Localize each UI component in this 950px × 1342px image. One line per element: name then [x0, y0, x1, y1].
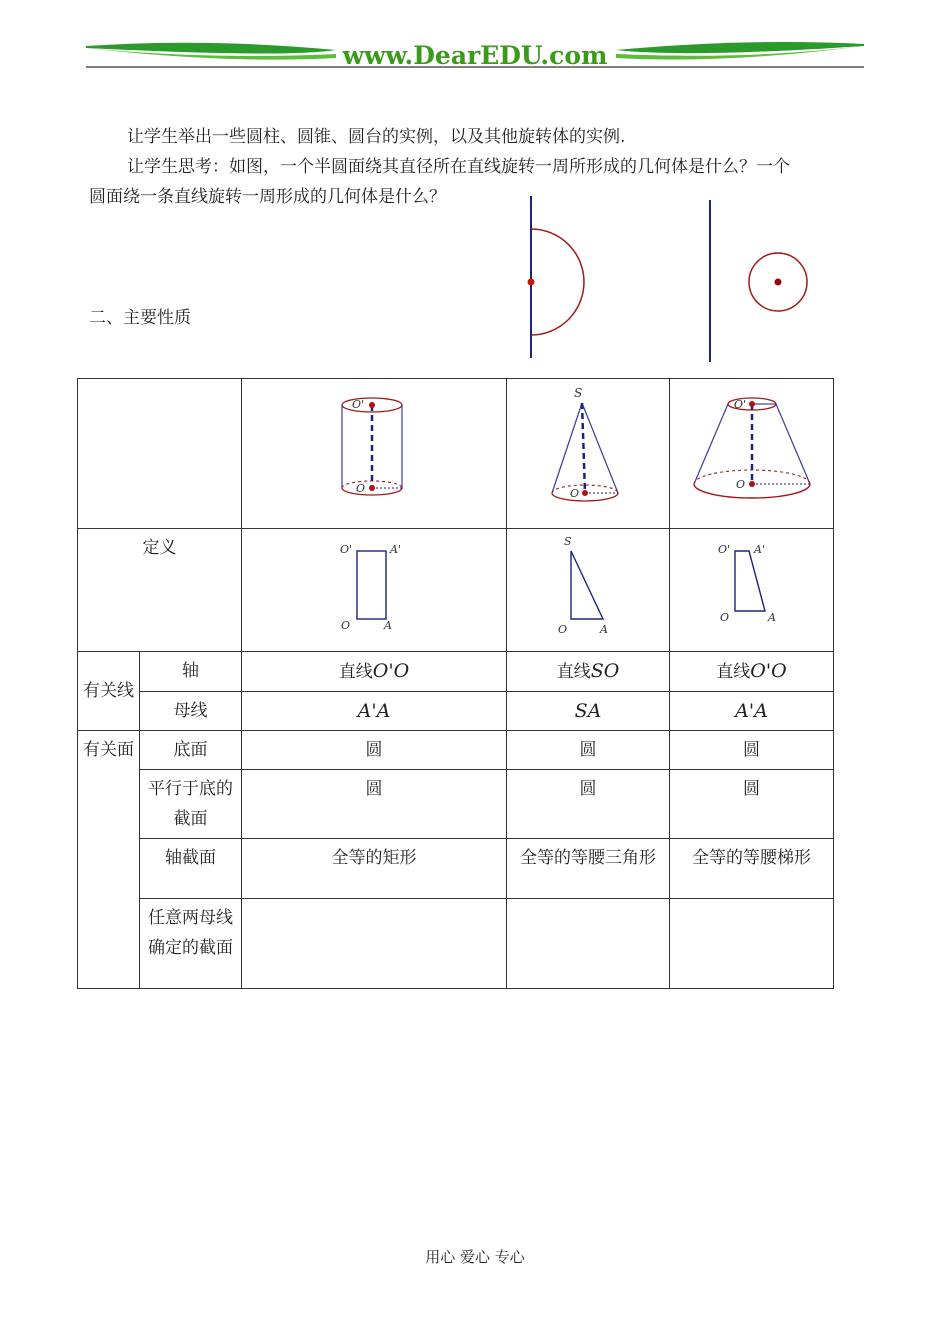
frustum-top-label: O'	[733, 397, 746, 411]
svg-text:A: A	[600, 623, 608, 636]
frustum-bottom-label: O	[735, 477, 745, 491]
axial-section-cone: 全等的等腰三角形	[507, 839, 670, 899]
svg-text:A: A	[384, 619, 392, 632]
any-two-generatrix-label: 任意两母线确定的截面	[140, 899, 242, 989]
svg-text:O: O	[558, 623, 568, 636]
semicircle-figure	[520, 196, 600, 360]
axis-cylinder: 直线O'O	[242, 652, 507, 692]
svg-text:O: O	[719, 611, 729, 624]
base-cylinder: 圆	[242, 731, 507, 770]
axial-section-cylinder: 全等的矩形	[242, 839, 507, 899]
paragraph-2: 让学生思考：如图，一个半圆面绕其直径所在直线旋转一周所形成的几何体是什么？一个	[127, 157, 790, 177]
section-title: 二、主要性质	[89, 308, 191, 328]
frustum-definition-cell	[670, 529, 834, 652]
svg-text:O': O'	[340, 543, 353, 556]
triangle-definition-icon	[548, 533, 628, 637]
group-faces-label: 有关面	[78, 731, 140, 989]
cylinder-definition-cell	[242, 529, 507, 652]
generatrix-label: 母线	[140, 692, 242, 731]
parallel-section-frustum: 圆	[670, 770, 834, 839]
generatrix-cone: SA	[507, 692, 670, 731]
cone-bottom-label: O	[570, 486, 580, 500]
axial-section-frustum: 全等的等腰梯形	[670, 839, 834, 899]
svg-text:A': A'	[753, 543, 765, 556]
cone-apex-label: S	[574, 385, 583, 400]
any-two-generatrix-frustum	[670, 899, 834, 989]
generatrix-cylinder: A'A	[242, 692, 507, 731]
group-lines-label: 有关线	[78, 652, 140, 731]
cone-definition-cell	[507, 529, 670, 652]
parallel-section-cylinder: 圆	[242, 770, 507, 839]
definition-label: 定义	[78, 529, 242, 652]
svg-text:S: S	[564, 535, 572, 548]
properties-table	[77, 378, 834, 989]
svg-text:O: O	[341, 619, 351, 632]
base-cone: 圆	[507, 731, 670, 770]
trapezoid-definition-icon	[712, 533, 792, 629]
rectangle-definition-icon	[334, 533, 414, 633]
frustum-figure-cell	[670, 379, 834, 529]
paragraph-1: 让学生举出一些圆柱、圆锥、圆台的实例，以及其他旋转体的实例.	[127, 127, 626, 147]
circle-figure	[700, 200, 820, 364]
parallel-section-cone: 圆	[507, 770, 670, 839]
cylinder-bottom-label: O	[356, 481, 366, 495]
header-logo	[86, 36, 864, 76]
axial-section-label: 轴截面	[140, 839, 242, 899]
parallel-section-label: 平行于底的截面	[140, 770, 242, 839]
axis-cone: 直线SO	[507, 652, 670, 692]
frustum-icon	[690, 390, 814, 508]
any-two-generatrix-cone	[507, 899, 670, 989]
axis-label: 轴	[140, 652, 242, 692]
svg-text:A: A	[767, 611, 776, 624]
paragraph-3: 圆面绕一条直线旋转一周形成的几何体是什么？	[89, 187, 446, 207]
generatrix-frustum: A'A	[670, 692, 834, 731]
svg-text:A': A'	[390, 543, 401, 556]
cone-figure-cell	[507, 379, 670, 529]
svg-text:O': O'	[717, 543, 730, 556]
cone-icon	[548, 385, 628, 513]
corner-cell	[78, 379, 242, 529]
base-frustum: 圆	[670, 731, 834, 770]
cylinder-figure-cell	[242, 379, 507, 529]
page-footer: 用心 爱心 专心	[425, 1248, 525, 1266]
any-two-generatrix-cylinder	[242, 899, 507, 989]
cylinder-top-label: O'	[352, 397, 365, 411]
logo-text: www.DearEDU.com	[342, 41, 608, 70]
axis-frustum: 直线O'O	[670, 652, 834, 692]
base-label: 底面	[140, 731, 242, 770]
cylinder-icon	[334, 390, 414, 508]
